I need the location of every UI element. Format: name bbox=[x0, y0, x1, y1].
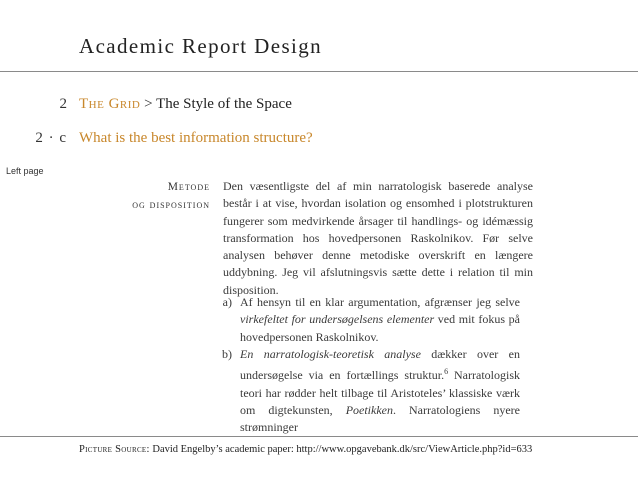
page-side-label: Left page bbox=[6, 166, 44, 176]
chapter-number: 2 bbox=[59, 96, 67, 112]
item-a-emphasis: virkefeltet for undersøgelsens elementer bbox=[240, 312, 435, 327]
list-item-text bbox=[240, 294, 520, 346]
item-b-text-3: . Narratologiens nyere strømninger bbox=[240, 402, 520, 435]
item-a-text-end: ved mit fokus på hovedpersonen Raskolnikov. bbox=[240, 312, 521, 344]
list-item bbox=[212, 346, 522, 436]
item-b-emphasis-2: Poetikken bbox=[345, 402, 393, 417]
item-b-text: dækker over en undersøgelse via en fortællings struktur. bbox=[240, 347, 520, 383]
breadcrumb-separator: > bbox=[144, 96, 153, 112]
footnote-marker: 6 bbox=[444, 367, 449, 377]
header-divider bbox=[0, 71, 638, 72]
picture-source-label: Picture Source: bbox=[79, 444, 150, 455]
list-marker: a) bbox=[222, 295, 232, 309]
list-item-text bbox=[240, 346, 520, 436]
list-item bbox=[212, 294, 522, 354]
section-title: The Style of the Space bbox=[156, 96, 292, 112]
item-a-text: Af hensyn til en klar argumentation, afgrænser jeg selve bbox=[240, 295, 520, 309]
margin-heading-line1: Metode bbox=[167, 181, 210, 193]
picture-source-text: David Engelby’s academic paper: http://www.opgavebank.dk/src/ViewArticle.php?id=633 bbox=[152, 444, 533, 455]
list-marker: b) bbox=[222, 347, 232, 361]
item-b-emphasis: En narratologisk-teoretisk analyse bbox=[240, 347, 421, 361]
breadcrumb-trail bbox=[79, 96, 292, 113]
subsection-question: What is the best information structure? bbox=[79, 130, 313, 146]
margin-heading-line2: og disposition bbox=[132, 199, 210, 211]
document-excerpt-image bbox=[100, 172, 538, 435]
picture-source bbox=[79, 444, 532, 455]
item-b-text-2: Narratologisk teori har rødder helt tilbage til Aristoteles’ klassiske værk om digtekunsten, bbox=[240, 368, 521, 417]
subsection-number: 2 · c bbox=[35, 130, 67, 146]
report-title: Academic Report Design bbox=[79, 34, 323, 58]
footer-divider bbox=[0, 436, 638, 437]
margin-heading bbox=[100, 178, 210, 214]
chapter-title: The Grid bbox=[79, 96, 141, 112]
excerpt-paragraph: Den væsentligste del af min narratologisk baserede analyse består i at vise, hvordan isolation og ensomhed i plotstrukturen fungerer som medvirkende årsager til handlings- og idémæssig transformation hos hovedpersonen Raskolnikov. Før selve analysen behøver denne metodiske overskrift en længere uddybning. Jeg vil afslutningsvis sætte dette i relation til min disposition. bbox=[223, 179, 533, 297]
